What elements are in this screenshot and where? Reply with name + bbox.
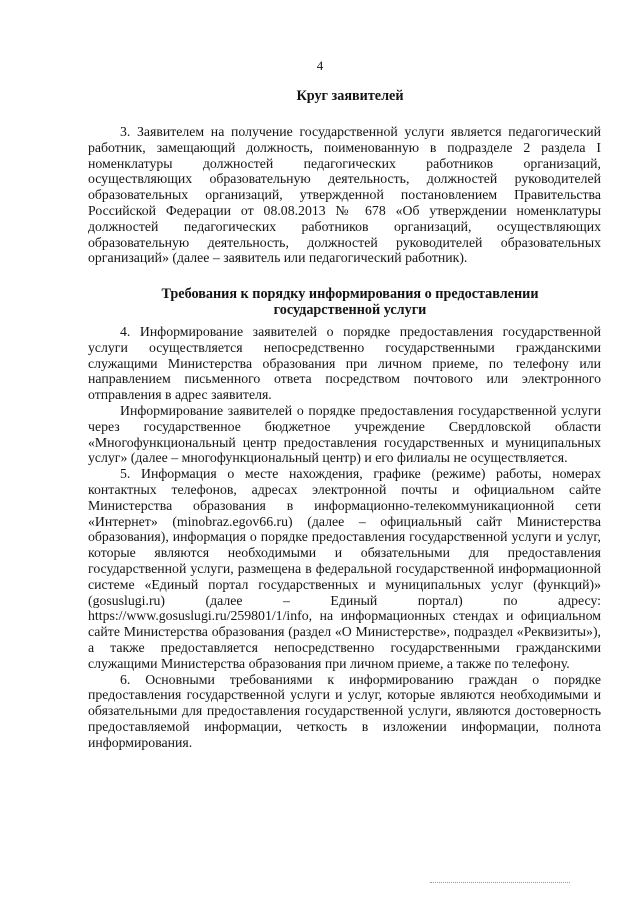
paragraph-4-cont: Информирование заявителей о порядке предоставления государственной услуги через государственное бюджетное учреждение Свердловской области «Многофункциональный центр предоставления государственных и муниципальных услуг» (далее – многофункциональный центр) и его филиалы не осуществляется.: [88, 402, 601, 466]
section-body-applicants: [88, 124, 601, 266]
section-heading-applicants: Круг заявителей: [296, 88, 404, 104]
section-heading-informing-line1: Требования к порядку информирования о предоставлении: [161, 286, 539, 302]
paragraph-4: 4. Информирование заявителей о порядке предоставления государственной услуги осуществляется непосредственно государственными гражданскими служащими Министерства образования при личном приеме, по телефону или направлением письменного ответа посредством почтового или электронного отправления в адрес заявителя.: [88, 324, 601, 403]
scan-artifact-line: [430, 882, 570, 883]
page-number: 4: [316, 58, 324, 73]
paragraph-3: 3. Заявителем на получение государственной услуги является педагогический работник, замещающий должность, поименованную в подразделе 2 раздела I номенклатуры должностей педагогических работников организаций, осуществляющих образовательную деятельность, должностей руководителей образовательных организаций, утвержденной постановлением Правительства Российской Федерации от 08.08.2013 № 678 «Об утверждении номенклатуры должностей педагогических работников организаций, осуществляющих образовательную деятельность, должностей руководителей образовательных организаций» (далее – заявитель или педагогический работник).: [88, 124, 601, 266]
section-body-informing: [88, 324, 601, 751]
section-heading-informing: [60, 286, 640, 318]
paragraph-6: 6. Основными требованиями к информированию граждан о порядке предоставления государственной услуги и услуг, которые являются необходимыми и обязательными для предоставления государственной услуги, являются достоверность предоставляемой информации, четкость в изложении информации, полнота информирования.: [88, 671, 601, 750]
section-heading-informing-line2: государственной услуги: [273, 302, 427, 318]
paragraph-5: 5. Информация о месте нахождения, графике (режиме) работы, номерах контактных телефонов, адресах электронной почты и официальном сайте Министерства образования в информационно-телекоммуникационной сети «Интернет» (minobraz.egov66.ru) (далее – официальный сайт Министерства образования), информация о порядке предоставления государственной услуги и услуг, которые являются необходимыми и обязательными для предоставления государственной услуги, размещена в федеральной государственной информационной системе «Единый портал государственных и муниципальных услуг (функций)» (gosuslugi.ru) (далее – Единый портал) по адресу: https://www.gosuslugi.ru/259801/1/info, на информационных стендах и официальном сайте Министерства образования (раздел «О Министерстве», подраздел «Реквизиты»), а также предоставляется непосредственно государственными гражданскими служащими Министерства образования при личном приеме, а также по телефону.: [88, 466, 601, 671]
